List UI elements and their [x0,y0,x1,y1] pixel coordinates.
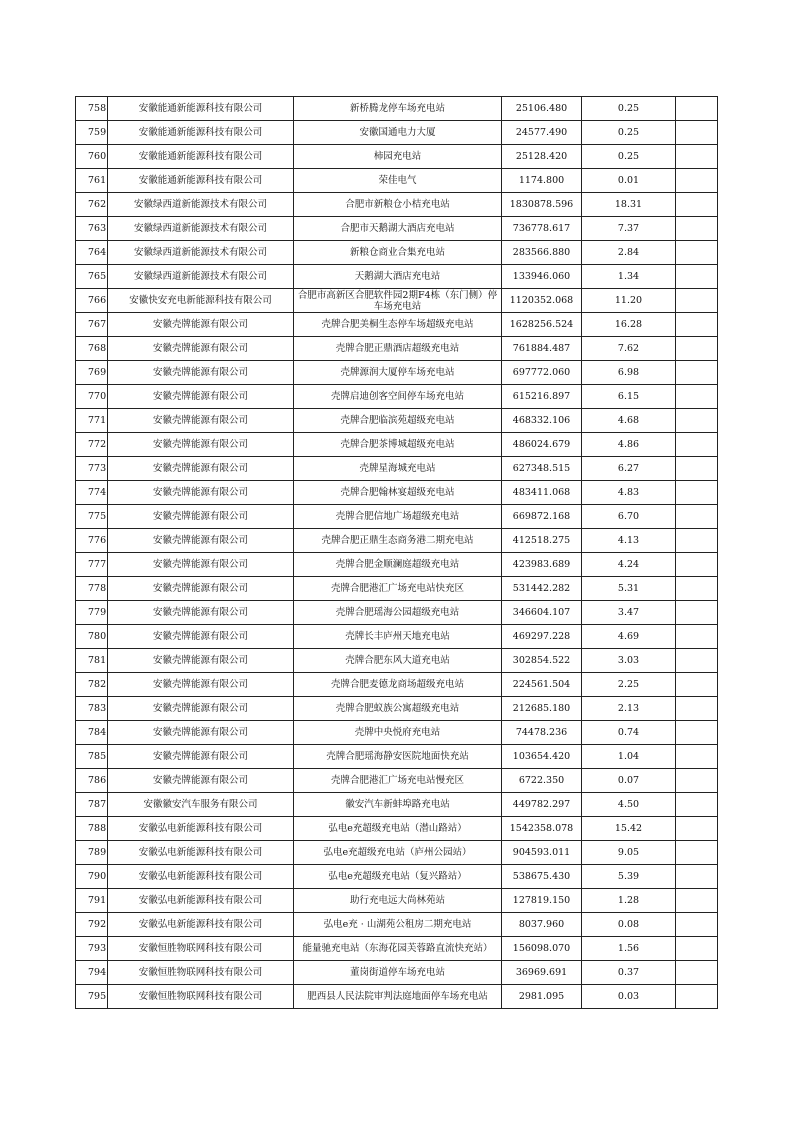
row-number-cell: 758 [76,97,108,121]
row-number-cell: 794 [76,961,108,985]
table-row [76,769,718,793]
row-number-cell: 774 [76,481,108,505]
note-cell [676,817,718,841]
station-cell: 壳牌合肥正鼎酒店超级充电站 [294,337,502,361]
company-cell: 安徽能通新能源科技有限公司 [108,169,294,193]
table-row [76,313,718,337]
note-cell [676,889,718,913]
company-cell: 安徽恒胜物联网科技有限公司 [108,985,294,1009]
table-row [76,841,718,865]
company-cell: 安徽能通新能源科技有限公司 [108,145,294,169]
company-cell: 安徽能通新能源科技有限公司 [108,121,294,145]
share-cell: 0.74 [582,721,676,745]
note-cell [676,169,718,193]
table-row [76,169,718,193]
energy-cell: 2981.095 [502,985,582,1009]
company-cell: 安徽徽安汽车服务有限公司 [108,793,294,817]
share-cell: 0.03 [582,985,676,1009]
share-cell: 1.56 [582,937,676,961]
note-cell [676,265,718,289]
note-cell [676,529,718,553]
table-row [76,361,718,385]
share-cell: 3.03 [582,649,676,673]
note-cell [676,193,718,217]
row-number-cell: 777 [76,553,108,577]
energy-cell: 1830878.596 [502,193,582,217]
table-row [76,985,718,1009]
table-row [76,217,718,241]
energy-cell: 6722.350 [502,769,582,793]
company-cell: 安徽壳牌能源有限公司 [108,481,294,505]
company-cell: 安徽壳牌能源有限公司 [108,697,294,721]
energy-cell: 486024.679 [502,433,582,457]
note-cell [676,217,718,241]
company-cell: 安徽壳牌能源有限公司 [108,385,294,409]
company-cell: 安徽壳牌能源有限公司 [108,553,294,577]
table-row [76,265,718,289]
company-cell: 安徽能通新能源科技有限公司 [108,97,294,121]
station-cell: 壳牌星海城充电站 [294,457,502,481]
station-cell: 新桥腾龙停车场充电站 [294,97,502,121]
table-row [76,121,718,145]
note-cell [676,601,718,625]
company-cell: 安徽壳牌能源有限公司 [108,769,294,793]
share-cell: 0.37 [582,961,676,985]
share-cell: 11.20 [582,289,676,313]
company-cell: 安徽壳牌能源有限公司 [108,433,294,457]
station-cell: 董岗街道停车场充电站 [294,961,502,985]
company-cell: 安徽壳牌能源有限公司 [108,529,294,553]
share-cell: 5.31 [582,577,676,601]
share-cell: 0.01 [582,169,676,193]
table-row [76,649,718,673]
station-cell: 能量驰充电站（东海花园芙蓉路直流快充站） [294,937,502,961]
station-cell: 壳牌合肥正鼎生态商务港二期充电站 [294,529,502,553]
share-cell: 0.07 [582,769,676,793]
share-cell: 5.39 [582,865,676,889]
note-cell [676,745,718,769]
note-cell [676,97,718,121]
station-cell: 助行充电远大尚林苑站 [294,889,502,913]
station-cell: 肥西县人民法院审判法庭地面停车场充电站 [294,985,502,1009]
energy-cell: 156098.070 [502,937,582,961]
table-row [76,889,718,913]
company-cell: 安徽壳牌能源有限公司 [108,721,294,745]
station-cell: 壳牌合肥临滨苑超级充电站 [294,409,502,433]
company-cell: 安徽壳牌能源有限公司 [108,649,294,673]
row-number-cell: 779 [76,601,108,625]
row-number-cell: 759 [76,121,108,145]
company-cell: 安徽快安充电新能源科技有限公司 [108,289,294,313]
energy-cell: 697772.060 [502,361,582,385]
station-table [75,96,718,1009]
row-number-cell: 785 [76,745,108,769]
station-cell: 壳牌合肥麦德龙商场超级充电站 [294,673,502,697]
row-number-cell: 771 [76,409,108,433]
table-row [76,553,718,577]
share-cell: 0.25 [582,121,676,145]
note-cell [676,577,718,601]
energy-cell: 1174.800 [502,169,582,193]
table-row [76,697,718,721]
row-number-cell: 766 [76,289,108,313]
company-cell: 安徽绿西道新能源技术有限公司 [108,193,294,217]
share-cell: 4.50 [582,793,676,817]
station-cell: 壳牌合肥东风大道充电站 [294,649,502,673]
company-cell: 安徽壳牌能源有限公司 [108,625,294,649]
row-number-cell: 764 [76,241,108,265]
row-number-cell: 761 [76,169,108,193]
station-cell: 壳牌合肥翰林宴超级充电站 [294,481,502,505]
station-cell: 壳牌源润大厦停车场充电站 [294,361,502,385]
company-cell: 安徽壳牌能源有限公司 [108,673,294,697]
share-cell: 6.98 [582,361,676,385]
note-cell [676,865,718,889]
note-cell [676,721,718,745]
energy-cell: 103654.420 [502,745,582,769]
energy-cell: 531442.282 [502,577,582,601]
row-number-cell: 772 [76,433,108,457]
note-cell [676,937,718,961]
note-cell [676,241,718,265]
row-number-cell: 760 [76,145,108,169]
table-row [76,937,718,961]
share-cell: 1.28 [582,889,676,913]
share-cell: 4.69 [582,625,676,649]
table-row [76,193,718,217]
station-cell: 弘电e充超级充电站（庐州公园站） [294,841,502,865]
energy-cell: 761884.487 [502,337,582,361]
row-number-cell: 767 [76,313,108,337]
note-cell [676,385,718,409]
row-number-cell: 763 [76,217,108,241]
energy-cell: 627348.515 [502,457,582,481]
company-cell: 安徽壳牌能源有限公司 [108,409,294,433]
company-cell: 安徽壳牌能源有限公司 [108,337,294,361]
company-cell: 安徽壳牌能源有限公司 [108,601,294,625]
table-row [76,97,718,121]
note-cell [676,673,718,697]
share-cell: 0.25 [582,145,676,169]
station-cell: 壳牌合肥美桐生态停车场超级充电站 [294,313,502,337]
station-cell: 壳牌启迪创客空间停车场充电站 [294,385,502,409]
note-cell [676,337,718,361]
station-cell: 合肥市高新区合肥软件园2期F4栋（东门侧）停车场充电站 [294,289,502,313]
energy-cell: 8037.960 [502,913,582,937]
company-cell: 安徽弘电新能源科技有限公司 [108,913,294,937]
share-cell: 0.25 [582,97,676,121]
note-cell [676,985,718,1009]
station-cell: 徽安汽车新蚌埠路充电站 [294,793,502,817]
energy-cell: 449782.297 [502,793,582,817]
share-cell: 4.13 [582,529,676,553]
row-number-cell: 765 [76,265,108,289]
energy-cell: 412518.275 [502,529,582,553]
energy-cell: 1120352.068 [502,289,582,313]
note-cell [676,121,718,145]
row-number-cell: 792 [76,913,108,937]
company-cell: 安徽壳牌能源有限公司 [108,745,294,769]
row-number-cell: 776 [76,529,108,553]
energy-cell: 224561.504 [502,673,582,697]
energy-cell: 423983.689 [502,553,582,577]
row-number-cell: 762 [76,193,108,217]
table-row [76,577,718,601]
station-cell: 壳牌合肥金顺澜庭超级充电站 [294,553,502,577]
energy-cell: 74478.236 [502,721,582,745]
note-cell [676,145,718,169]
energy-cell: 127819.150 [502,889,582,913]
row-number-cell: 793 [76,937,108,961]
station-cell: 安徽国通电力大厦 [294,121,502,145]
note-cell [676,649,718,673]
energy-cell: 24577.490 [502,121,582,145]
table-body [76,97,718,1009]
energy-cell: 538675.430 [502,865,582,889]
share-cell: 0.08 [582,913,676,937]
share-cell: 2.13 [582,697,676,721]
company-cell: 安徽壳牌能源有限公司 [108,361,294,385]
station-cell: 壳牌长丰庐州天地充电站 [294,625,502,649]
share-cell: 7.37 [582,217,676,241]
note-cell [676,457,718,481]
share-cell: 18.31 [582,193,676,217]
share-cell: 2.84 [582,241,676,265]
table-row [76,817,718,841]
row-number-cell: 789 [76,841,108,865]
note-cell [676,841,718,865]
table-row [76,385,718,409]
energy-cell: 36969.691 [502,961,582,985]
row-number-cell: 790 [76,865,108,889]
share-cell: 6.70 [582,505,676,529]
station-cell: 天鹅湖大酒店充电站 [294,265,502,289]
share-cell: 6.27 [582,457,676,481]
row-number-cell: 769 [76,361,108,385]
note-cell [676,361,718,385]
row-number-cell: 783 [76,697,108,721]
station-cell: 壳牌合肥瑶海公园超级充电站 [294,601,502,625]
company-cell: 安徽壳牌能源有限公司 [108,313,294,337]
table-row [76,241,718,265]
table-row [76,409,718,433]
table-row [76,289,718,313]
table-row [76,457,718,481]
energy-cell: 669872.168 [502,505,582,529]
share-cell: 4.24 [582,553,676,577]
company-cell: 安徽弘电新能源科技有限公司 [108,817,294,841]
company-cell: 安徽绿西道新能源技术有限公司 [108,241,294,265]
energy-cell: 483411.068 [502,481,582,505]
company-cell: 安徽弘电新能源科技有限公司 [108,889,294,913]
table-row [76,145,718,169]
note-cell [676,481,718,505]
table-row [76,337,718,361]
share-cell: 4.83 [582,481,676,505]
table-row [76,865,718,889]
station-cell: 荣佳电气 [294,169,502,193]
share-cell: 3.47 [582,601,676,625]
energy-cell: 133946.060 [502,265,582,289]
share-cell: 1.34 [582,265,676,289]
row-number-cell: 784 [76,721,108,745]
note-cell [676,409,718,433]
table-row [76,601,718,625]
table-row [76,529,718,553]
row-number-cell: 788 [76,817,108,841]
energy-cell: 346604.107 [502,601,582,625]
note-cell [676,553,718,577]
station-cell: 壳牌合肥瑶海静安医院地面快充站 [294,745,502,769]
station-cell: 壳牌合肥港汇广场充电站快充区 [294,577,502,601]
station-cell: 弘电e充 · 山湖苑公租房二期充电站 [294,913,502,937]
energy-cell: 25128.420 [502,145,582,169]
energy-cell: 1628256.524 [502,313,582,337]
row-number-cell: 791 [76,889,108,913]
note-cell [676,289,718,313]
share-cell: 15.42 [582,817,676,841]
share-cell: 1.04 [582,745,676,769]
table-row [76,673,718,697]
company-cell: 安徽弘电新能源科技有限公司 [108,841,294,865]
company-cell: 安徽壳牌能源有限公司 [108,505,294,529]
note-cell [676,625,718,649]
energy-cell: 904593.011 [502,841,582,865]
energy-cell: 468332.106 [502,409,582,433]
station-cell: 弘电e充超级充电站（潜山路站） [294,817,502,841]
station-cell: 壳牌合肥港汇广场充电站慢充区 [294,769,502,793]
company-cell: 安徽恒胜物联网科技有限公司 [108,937,294,961]
station-cell: 新粮仓商业合集充电站 [294,241,502,265]
table-row [76,433,718,457]
share-cell: 16.28 [582,313,676,337]
company-cell: 安徽绿西道新能源技术有限公司 [108,265,294,289]
row-number-cell: 773 [76,457,108,481]
station-cell: 弘电e充超级充电站（复兴路站） [294,865,502,889]
table-row [76,505,718,529]
company-cell: 安徽壳牌能源有限公司 [108,457,294,481]
note-cell [676,313,718,337]
row-number-cell: 787 [76,793,108,817]
share-cell: 4.68 [582,409,676,433]
row-number-cell: 781 [76,649,108,673]
table-row [76,961,718,985]
row-number-cell: 768 [76,337,108,361]
row-number-cell: 780 [76,625,108,649]
share-cell: 4.86 [582,433,676,457]
share-cell: 2.25 [582,673,676,697]
table-row [76,793,718,817]
energy-cell: 283566.880 [502,241,582,265]
table-row [76,913,718,937]
station-cell: 合肥市天鹅湖大酒店充电站 [294,217,502,241]
note-cell [676,769,718,793]
row-number-cell: 795 [76,985,108,1009]
energy-cell: 615216.897 [502,385,582,409]
note-cell [676,961,718,985]
company-cell: 安徽弘电新能源科技有限公司 [108,865,294,889]
note-cell [676,697,718,721]
row-number-cell: 782 [76,673,108,697]
station-cell: 壳牌中央悦府充电站 [294,721,502,745]
energy-cell: 212685.180 [502,697,582,721]
company-cell: 安徽壳牌能源有限公司 [108,577,294,601]
note-cell [676,793,718,817]
station-cell: 合肥市新粮仓小桔充电站 [294,193,502,217]
company-cell: 安徽恒胜物联网科技有限公司 [108,961,294,985]
energy-cell: 25106.480 [502,97,582,121]
energy-cell: 1542358.078 [502,817,582,841]
note-cell [676,505,718,529]
note-cell [676,913,718,937]
station-cell: 壳牌合肥蚁族公寓超级充电站 [294,697,502,721]
note-cell [676,433,718,457]
energy-cell: 302854.522 [502,649,582,673]
station-cell: 柿园充电站 [294,145,502,169]
station-cell: 壳牌合肥信地广场超级充电站 [294,505,502,529]
table-row [76,721,718,745]
table-row [76,625,718,649]
row-number-cell: 786 [76,769,108,793]
table-row [76,745,718,769]
energy-cell: 469297.228 [502,625,582,649]
row-number-cell: 770 [76,385,108,409]
energy-cell: 736778.617 [502,217,582,241]
company-cell: 安徽绿西道新能源技术有限公司 [108,217,294,241]
share-cell: 9.05 [582,841,676,865]
row-number-cell: 775 [76,505,108,529]
table-row [76,481,718,505]
share-cell: 7.62 [582,337,676,361]
share-cell: 6.15 [582,385,676,409]
row-number-cell: 778 [76,577,108,601]
station-cell: 壳牌合肥茶博城超级充电站 [294,433,502,457]
